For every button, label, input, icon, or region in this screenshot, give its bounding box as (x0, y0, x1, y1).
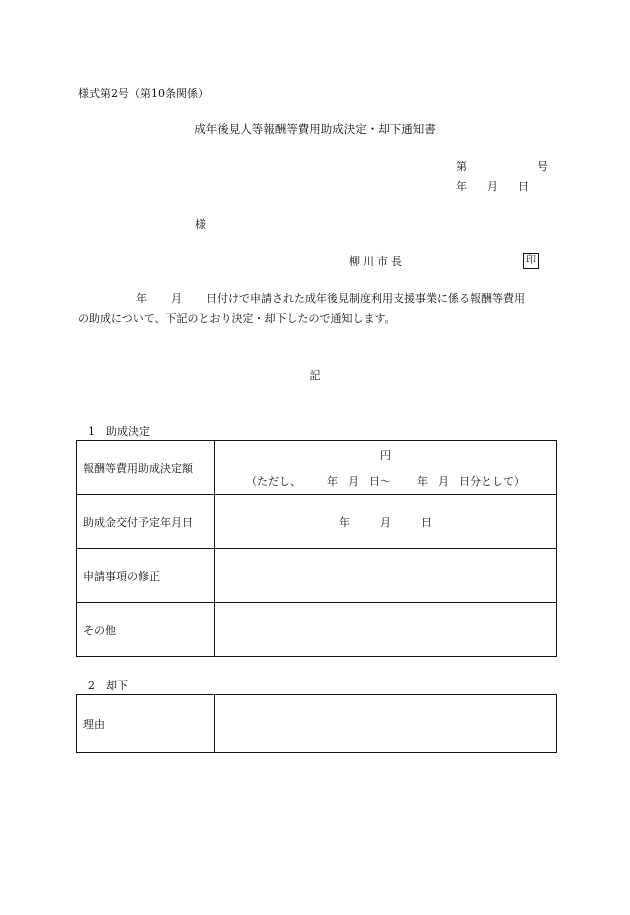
section-2-heading (88, 680, 128, 691)
table-row (77, 549, 557, 603)
payment-date-cell[interactable] (215, 495, 557, 549)
body-line-2: の助成について、下記のとおり決定・却下したので通知します。 (78, 312, 396, 325)
period-day-tilde: 日～ (369, 474, 391, 488)
body-line-1 (136, 293, 525, 304)
body-line-1-text: 日付けで申請された成年後見制度利用支援事業に係る報酬等費用 (206, 292, 525, 305)
grant-decision-table (76, 440, 557, 657)
section-1-heading (88, 426, 150, 437)
row-label: 報酬等費用助成決定額 (77, 441, 215, 495)
issuer-name: 柳川市長 (349, 255, 405, 268)
row-label: 助成金交付予定年月日 (77, 495, 215, 549)
issue-date-day: 日 (518, 180, 529, 193)
form-number: 様式第2号（第10条関係） (78, 87, 209, 100)
seal-mark: 印 (523, 253, 539, 269)
payment-year: 年 (339, 515, 350, 529)
doc-number-suffix: 号 (537, 160, 548, 173)
section-2-number: 2 (88, 679, 95, 692)
other-cell[interactable] (215, 603, 557, 657)
amendment-cell[interactable] (215, 549, 557, 603)
section-2-title: 却下 (106, 679, 128, 692)
issue-date (456, 181, 529, 192)
period-month-2: 月 (438, 474, 449, 488)
grant-amount-cell[interactable] (215, 441, 557, 495)
ki-heading: 記 (309, 369, 321, 382)
section-1-title: 助成決定 (106, 425, 150, 438)
yen-unit: 円 (380, 448, 391, 462)
table-row (77, 603, 557, 657)
period-month-1: 月 (348, 474, 359, 488)
body-year: 年 (136, 292, 147, 305)
reason-cell[interactable] (215, 695, 557, 753)
body-month: 月 (171, 292, 182, 305)
issue-date-month: 月 (487, 180, 498, 193)
table-row (77, 495, 557, 549)
row-label: その他 (77, 603, 215, 657)
doc-number-prefix: 第 (456, 160, 467, 173)
recipient-honorific: 様 (195, 218, 206, 231)
period-year-1: 年 (327, 474, 338, 488)
payment-month: 月 (380, 515, 391, 529)
payment-day: 日 (421, 515, 432, 529)
issue-date-year: 年 (456, 180, 467, 193)
document-title: 成年後見人等報酬等費用助成決定・却下通知書 (194, 122, 436, 136)
period-year-2: 年 (417, 474, 428, 488)
row-label: 理由 (77, 695, 215, 753)
table-row (77, 695, 557, 753)
rejection-table (76, 694, 557, 753)
grant-period (215, 473, 556, 489)
document-number (456, 161, 548, 172)
table-row (77, 441, 557, 495)
period-day-close: 日分として） (459, 474, 525, 488)
period-open: （ただし、 (246, 474, 301, 488)
row-label: 申請事項の修正 (77, 549, 215, 603)
section-1-number: 1 (88, 425, 95, 438)
